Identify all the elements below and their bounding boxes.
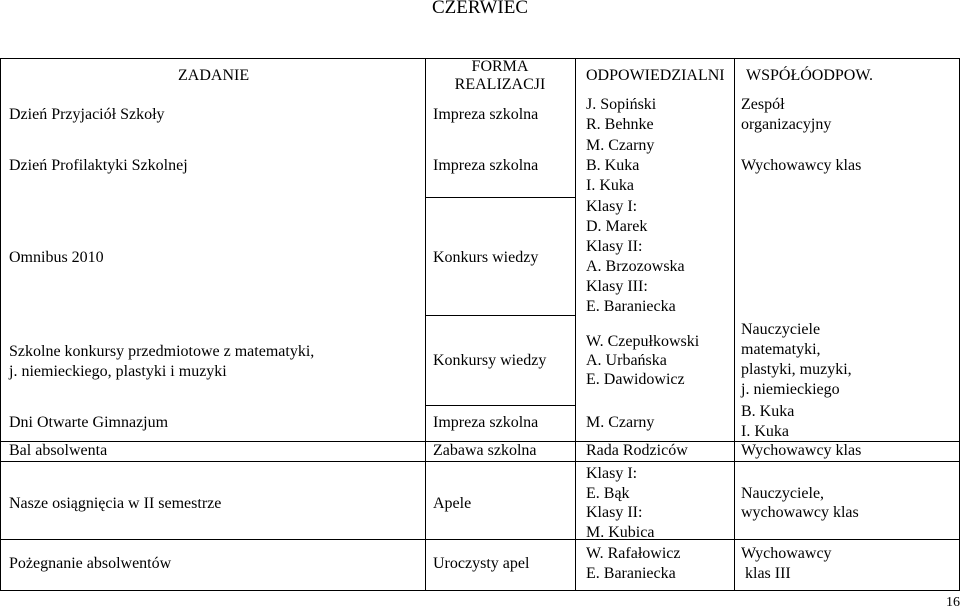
row-3-odpowiedzialni-line5: Klasy III:: [586, 278, 648, 295]
row-8-odpowiedzialni-line1: W. Rafałowicz: [586, 545, 681, 562]
row-1-wspolodpow-line2: organizacyjny: [741, 116, 832, 133]
row-2-zadanie: Dzień Profilaktyki Szkolnej: [9, 157, 188, 174]
row-1-odpowiedzialni-line2: R. Behnke: [586, 116, 654, 133]
table-border-bottom: [0, 590, 960, 591]
table-border: [425, 197, 575, 198]
row-4-odpowiedzialni-line3: E. Dawidowicz: [586, 371, 685, 388]
row-1-zadanie: Dzień Przyjaciół Szkoły: [9, 106, 165, 123]
row-7-wspolodpow-line2: wychowawcy klas: [741, 504, 859, 521]
row-8-forma: Uroczysty apel: [433, 555, 530, 572]
row-2-odpowiedzialni-line2: B. Kuka: [586, 157, 640, 174]
row-7-wspolodpow-line1: Nauczyciele,: [741, 485, 825, 502]
row-7-forma: Apele: [433, 495, 472, 512]
row-7-odpowiedzialni-line4: M. Kubica: [586, 524, 655, 541]
row-8-wspolodpow-line2: klas III: [745, 565, 791, 582]
row-7-odpowiedzialni-line3: Klasy II:: [586, 504, 643, 521]
row-4-odpowiedzialni-line2: A. Urbańska: [586, 352, 667, 369]
row-8-zadanie: Pożegnanie absolwentów: [9, 555, 172, 572]
page-title: CZERWIEC: [431, 0, 529, 18]
row-4-wspolodpow-line1: Nauczyciele: [741, 321, 821, 338]
row-4-zadanie-line1: Szkolne konkursy przedmiotowe z matematyki,: [9, 343, 315, 360]
row-3-odpowiedzialni-line6: E. Baraniecka: [586, 298, 676, 315]
row-5-zadanie: Dni Otwarte Gimnazjum: [9, 414, 169, 431]
row-2-odpowiedzialni-line1: M. Czarny: [586, 137, 655, 154]
row-3-odpowiedzialni-line3: Klasy II:: [586, 238, 643, 255]
row-6-forma: Zabawa szkolna: [433, 442, 537, 459]
table-border: [425, 315, 575, 316]
table-border-left: [0, 58, 1, 591]
row-4-zadanie-line2: j. niemieckiego, plastyki i muzyki: [9, 363, 227, 380]
row-3-odpowiedzialni-line4: A. Brzozowska: [586, 258, 685, 275]
header-odpowiedzialni: ODPOWIEDZIALNI: [586, 67, 725, 84]
page-number: 16: [946, 595, 960, 610]
row-4-wspolodpow-line4: j. niemieckiego: [741, 381, 840, 398]
table-border: [425, 405, 575, 406]
header-forma-line2: REALIZACJI: [454, 76, 546, 93]
row-6-wspolodpow: Wychowawcy klas: [741, 442, 862, 459]
row-7-odpowiedzialni-line1: Klasy I:: [586, 465, 638, 482]
row-8-wspolodpow-line1: Wychowawcy: [741, 545, 832, 562]
header-zadanie: ZADANIE: [178, 67, 250, 84]
table-border: [575, 58, 576, 591]
row-3-odpowiedzialni-line2: D. Marek: [586, 218, 648, 235]
row-1-wspolodpow-line1: Zespół: [741, 96, 785, 113]
row-5-odpowiedzialni: M. Czarny: [586, 414, 655, 431]
row-2-forma: Impreza szkolna: [433, 157, 539, 174]
table-border: [425, 58, 426, 591]
row-6-zadanie: Bal absolwenta: [9, 442, 108, 459]
row-5-wspolodpow-line2: I. Kuka: [741, 423, 789, 440]
row-1-forma: Impreza szkolna: [433, 106, 539, 123]
row-3-odpowiedzialni-line1: Klasy I:: [586, 198, 638, 215]
row-1-odpowiedzialni-line1: J. Sopiński: [586, 96, 657, 113]
row-3-forma: Konkurs wiedzy: [433, 249, 539, 266]
table-border: [0, 461, 960, 462]
row-2-odpowiedzialni-line3: I. Kuka: [586, 177, 634, 194]
header-wspolodpow: WSPÓŁÓODPOW.: [746, 67, 873, 84]
table-border: [734, 58, 735, 591]
row-2-wspolodpow: Wychowawcy klas: [741, 157, 862, 174]
row-4-odpowiedzialni-line1: W. Czepułkowski: [586, 333, 700, 350]
row-5-wspolodpow-line1: B. Kuka: [741, 403, 795, 420]
row-5-forma: Impreza szkolna: [433, 414, 539, 431]
header-forma-line1: FORMA: [471, 58, 529, 75]
row-7-zadanie: Nasze osiągnięcia w II semestrze: [9, 495, 222, 512]
row-3-zadanie: Omnibus 2010: [9, 249, 104, 266]
row-4-forma: Konkursy wiedzy: [433, 352, 547, 369]
row-6-odpowiedzialni: Rada Rodziców: [586, 442, 688, 459]
row-4-wspolodpow-line2: matematyki,: [741, 341, 821, 358]
row-7-odpowiedzialni-line2: E. Bąk: [586, 485, 630, 502]
row-4-wspolodpow-line3: plastyki, muzyki,: [741, 361, 852, 378]
row-8-odpowiedzialni-line2: E. Baraniecka: [586, 565, 676, 582]
table-border: [0, 539, 960, 540]
